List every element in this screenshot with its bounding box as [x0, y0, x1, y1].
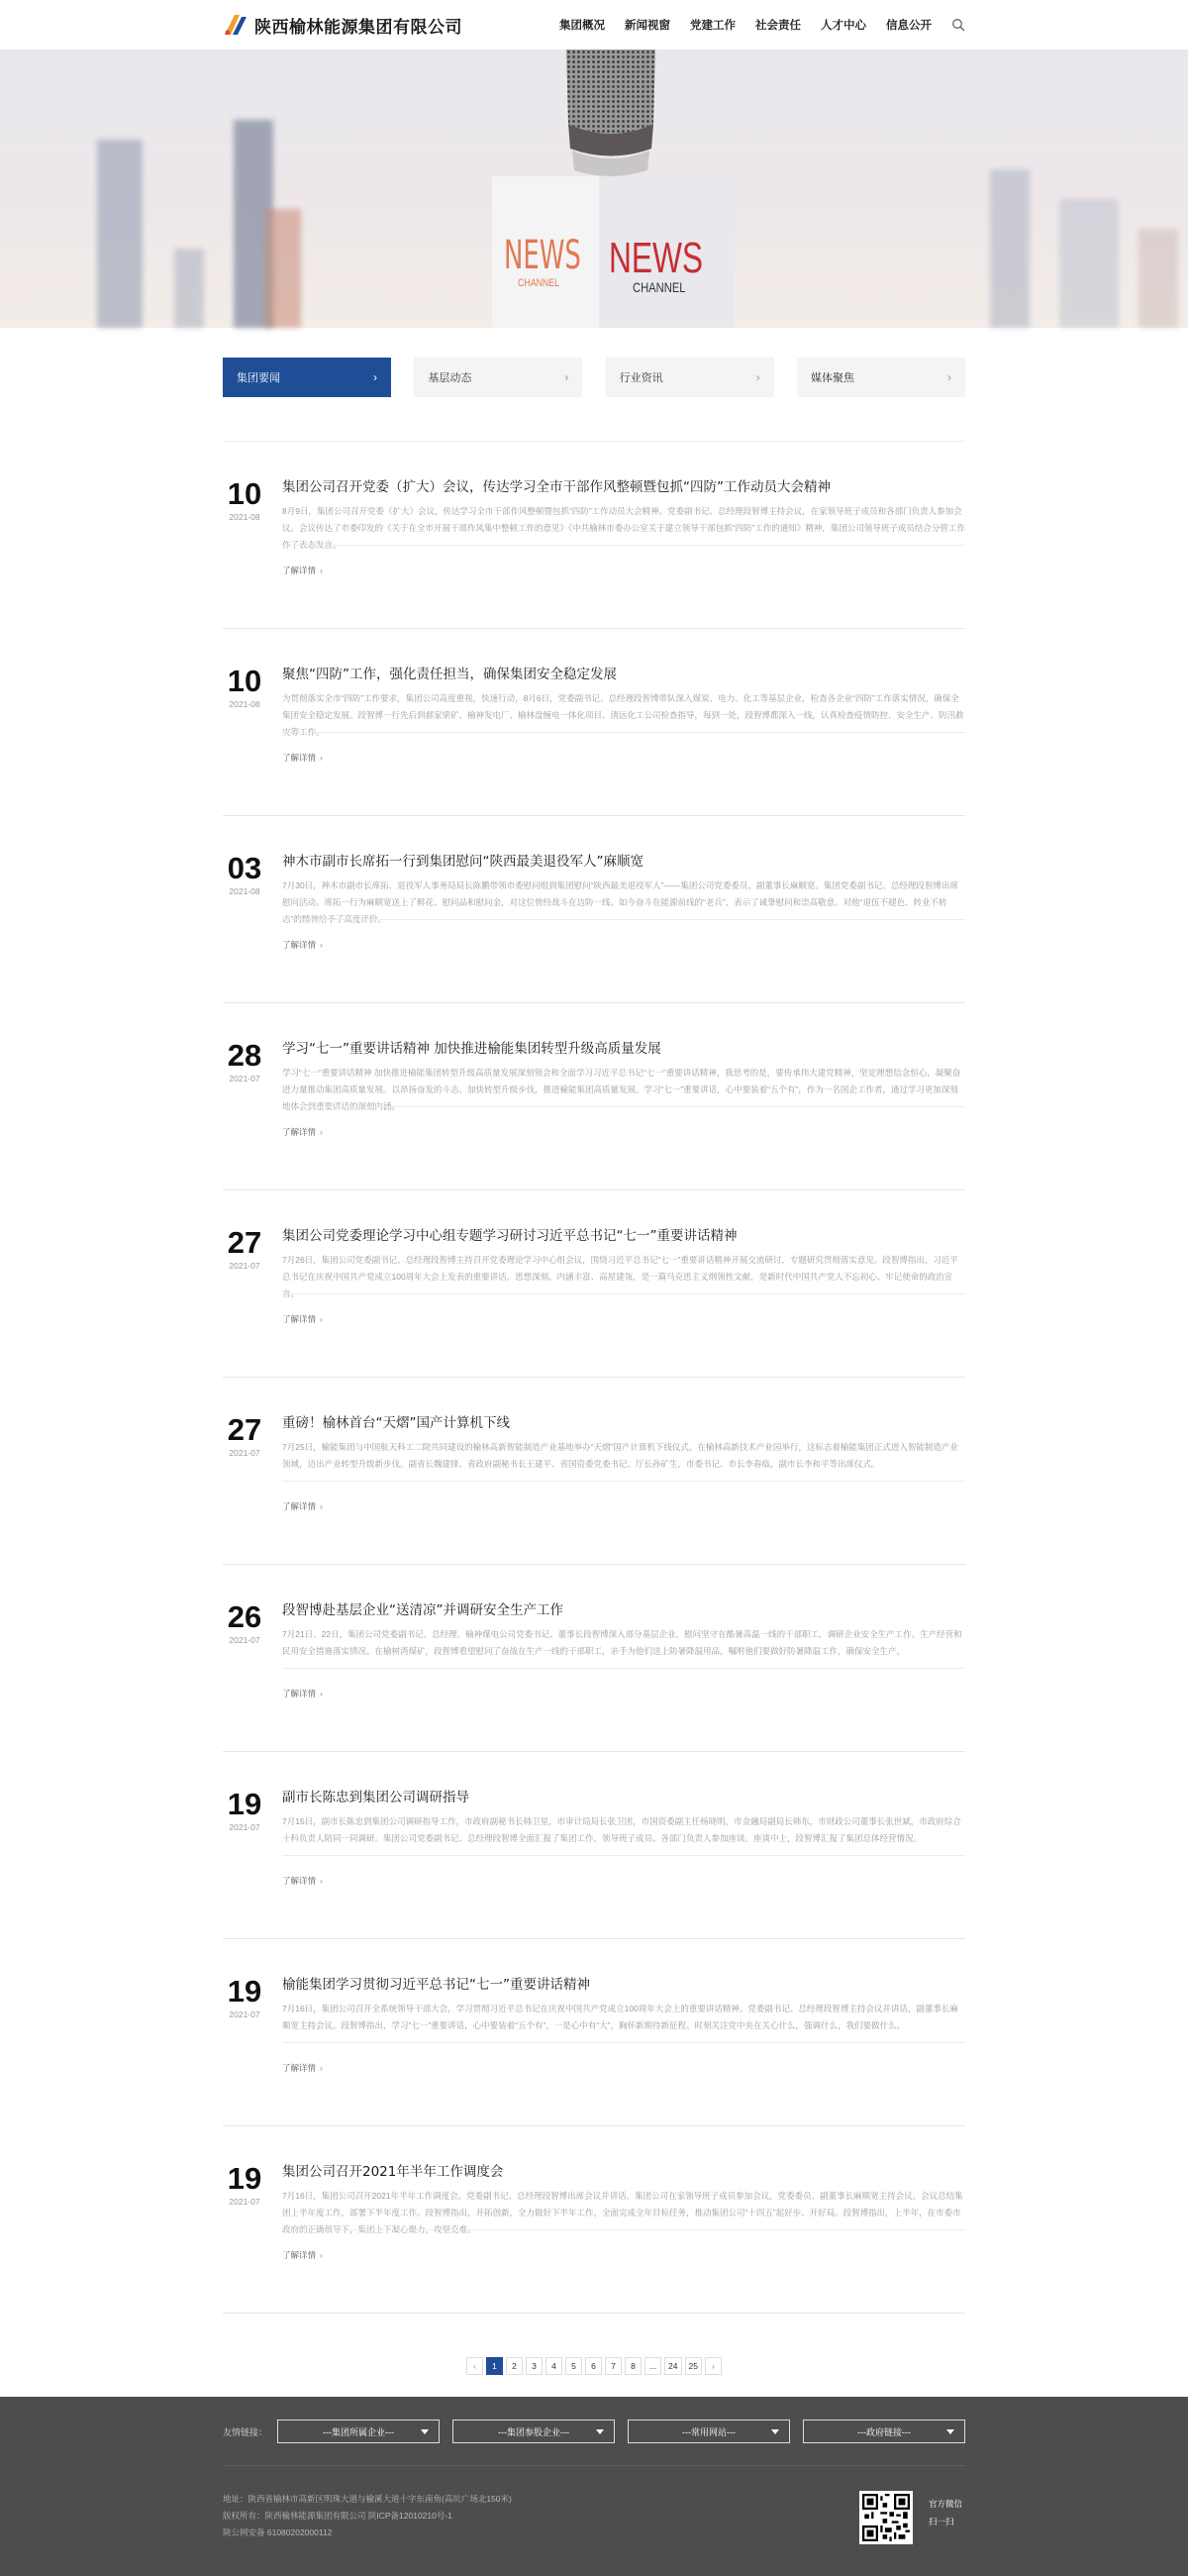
banner-building: [97, 140, 143, 328]
read-more-label: 了解详情: [282, 566, 317, 575]
read-more-label: 了解详情: [282, 940, 317, 950]
news-summary: 8月9日，集团公司召开党委（扩大）会议，传达学习全市干部作风整顿暨包抓“四防”工作动员大会精神。党委副书记、总经理段智博主持会议，在家领导班子成员和各部门负责人参加会议。会议传达了市委印发的《关于在全市开展干部作风集中整顿工作的意见》《中共榆林市委办公室关于建立领导干部包抓“四防”工作的通知》精神，集团公司领导班子成员结合分管工作作了表态发言。: [282, 506, 965, 550]
logo-text: 陕西榆林能源集团有限公司: [254, 17, 462, 38]
nav-item-about[interactable]: 集团概况: [559, 18, 605, 32]
nav-item-disclosure[interactable]: 信息公开: [886, 18, 932, 32]
list-item: [223, 816, 965, 1003]
news-list: [223, 442, 965, 2314]
news-date: [223, 1412, 266, 1458]
footer-info: [223, 2491, 512, 2541]
logo[interactable]: [223, 13, 462, 38]
news-channel-cube: [492, 176, 735, 328]
news-summary: 7月26日，集团公司党委副书记、总经理段智博主持召开党委理论学习中心组会议，围绕习近平总书记“七一”重要讲话精神开展交流研讨，专题研究贯彻落实意见。段智博指出，习近平总书记在庆祝中国共产党成立100周年大会上发表的重要讲话，思想深刻、内涵丰富、高屋建瓴，是一篇马克思主义纲领性文献，是新时代中国共产党人不忘初心、牢记使命的政治宣言。: [282, 1255, 958, 1298]
chevron-right-icon: ›: [564, 370, 569, 384]
page-button-7[interactable]: 7: [605, 2357, 622, 2375]
read-more-link[interactable]: [282, 1875, 323, 1887]
select-subsidiaries[interactable]: [277, 2420, 440, 2443]
nav-item-responsibility[interactable]: 社会责任: [755, 18, 801, 32]
qr-caption-line1: 官方微信: [929, 2499, 963, 2509]
nav-item-talent[interactable]: 人才中心: [821, 18, 866, 32]
next-page-button[interactable]: ›: [705, 2357, 722, 2375]
footer-copyright: 版权所有：陕西榆林能源集团有限公司 陕ICP备12010210号-1: [223, 2511, 452, 2521]
news-date: [223, 476, 266, 522]
caret-down-icon: [771, 2429, 779, 2434]
page-button-5[interactable]: 5: [565, 2357, 582, 2375]
news-summary: 为贯彻落实全市“四防”工作要求，集团公司高度重视，快速行动，8月6日，党委副书记、总经理段智博带队深入煤炭、电力、化工等基层企业，检查各企业“四防”工作落实情况，确保全集团安全稳定发展。段智博一行先后到郝家梁矿、榆神发电厂、榆林盘缠电一体化项目、清远化工公司检查指导，每到一处，段智博都深入一线，认真检查疫情防控、安全生产、防汛救灾等工作。: [282, 693, 964, 737]
select-label: ---常用网站---: [682, 2426, 736, 2437]
news-date: [223, 1038, 266, 1083]
select-government[interactable]: [803, 2420, 965, 2443]
news-day: 03: [227, 851, 262, 885]
news-category-tabs: [223, 358, 965, 397]
read-more-link[interactable]: [282, 2249, 323, 2261]
news-year-month: 2021-07: [229, 1635, 260, 1645]
item-divider: [282, 1293, 965, 1294]
tab-label: 行业资讯: [619, 372, 663, 384]
read-more-link[interactable]: [282, 1688, 323, 1700]
caret-down-icon: [946, 2429, 954, 2434]
item-divider: [282, 545, 965, 546]
pagination: [0, 2357, 1188, 2375]
item-divider: [282, 919, 965, 920]
banner-building: [174, 249, 204, 328]
item-divider: [282, 1481, 965, 1482]
footer-divider: [223, 2465, 965, 2466]
news-summary: 学习“七一”重要讲话精神 加快推进榆能集团转型升级高质量发展深刻领会和全面学习习近平总书记“七一”重要讲话精神，我思考的是，要传承伟大建党精神，坚定理想信念恒心，凝聚奋进力量推动集团高质量发展。以昂扬奋发的斗志、加快转型升级步伐，推进榆能集团高质量发展。学习“七一”重要讲话，心中要装着“五个有”，作为一名国企工作者，通过学习更加深刻地体会到重要讲话的深刻内涵。: [282, 1068, 961, 1111]
chevron-right-icon: ›: [320, 753, 323, 763]
read-more-label: 了解详情: [282, 753, 317, 763]
page-button-3[interactable]: 3: [526, 2357, 543, 2375]
news-date: [223, 1974, 266, 2019]
qr-caption: [929, 2495, 962, 2530]
news-day: 19: [227, 2161, 262, 2196]
news-summary: 7月16日，集团公司召开2021年半年工作调度会。党委副书记、总经理段智博出席会议并讲话，集团公司在家领导班子成员参加会议，党委委员、副董事长麻顺宽主持会议。会议总结集团上半年度工作，部署下半年度工作。段智博指出，开拓创新，全力做好下半年工作，全面完成全年目标任务，推动集团公司“十四五”起好步、开好局。段智博指出，上半年，在市委市政府的正确领导下，集团上下凝心聚力，攻坚克难。: [282, 2191, 963, 2234]
read-more-link[interactable]: [282, 1126, 323, 1138]
read-more-label: 了解详情: [282, 1689, 317, 1699]
news-summary: 7月15日，副市长陈忠到集团公司调研指导工作，市政府副秘书长韩卫星，市审计局局长张卫团，市国资委副主任杨晓明，市金融局副局长韩东，市财政公司董事长张世斌，市政府综合十科负责人陪同一同调研。集团公司党委副书记、总经理段智博全面汇报了集团工作，领导班子成员、各部门负责人参加座谈。座谈中上，段智博汇报了集团总体经营情况。: [282, 1816, 961, 1843]
news-year-month: 2021-07: [229, 1074, 260, 1083]
list-item: [223, 1378, 965, 1565]
read-more-link[interactable]: [282, 2062, 323, 2074]
news-title[interactable]: 神木市副市长席拓一行到集团慰问“陕西最美退役军人”麻顺宽: [282, 854, 644, 870]
read-more-label: 了解详情: [282, 1876, 317, 1886]
news-year-month: 2021-08: [229, 886, 260, 896]
news-day: 26: [227, 1599, 262, 1634]
nav-item-news[interactable]: 新闻视窗: [625, 18, 670, 32]
tab-label: 基层动态: [428, 372, 472, 384]
friend-links-label: 友情链接：: [223, 2426, 268, 2437]
read-more-link[interactable]: [282, 752, 323, 764]
select-label: ---集团参股企业---: [498, 2426, 569, 2437]
news-day: 27: [227, 1412, 262, 1447]
list-item: [223, 1752, 965, 1939]
banner-building: [990, 169, 1030, 328]
news-year-month: 2021-08: [229, 512, 260, 522]
chevron-right-icon: ›: [320, 566, 323, 575]
footer-police-record: 陕公网安备 61080202000112: [223, 2527, 333, 2537]
news-year-month: 2021-07: [229, 1261, 260, 1271]
caret-down-icon: [421, 2429, 429, 2434]
chevron-right-icon: ›: [320, 1876, 323, 1886]
news-year-month: 2021-08: [229, 699, 260, 709]
page-button-24[interactable]: 24: [664, 2357, 681, 2375]
banner-building: [1138, 229, 1178, 328]
news-day: 19: [227, 1787, 262, 1821]
item-divider: [282, 2042, 965, 2043]
news-title[interactable]: 集团公司召开党委（扩大）会议，传达学习全市干部作风整顿暨包抓“四防”工作动员大会精神: [282, 479, 831, 495]
logo-mark-icon: [223, 13, 248, 37]
news-date: [223, 1225, 266, 1271]
news-summary: 7月30日，神木市副市长席拓、退役军人事务局局长陈鹏带领市委慰问组到集团慰问“陕西最美退役军人”——集团公司党委委员、副董事长麻顺宽。集团党委副书记、总经理段智博出席慰问活动。席拓一行为麻顺宽送上了鲜花、慰问品和慰问金，对这位曾经战斗在边防一线、如今奋斗在能源前线的“老兵”，表示了诚挚慰问和崇高敬意。对他“退伍不褪色、转业不转志”的精神给予了高度评价。: [282, 880, 958, 924]
chevron-right-icon: ›: [946, 370, 951, 384]
page-button-8[interactable]: 8: [625, 2357, 642, 2375]
news-day: 10: [227, 664, 262, 698]
search-icon[interactable]: [951, 18, 965, 32]
tab-industry[interactable]: [606, 358, 774, 397]
item-divider: [282, 732, 965, 733]
item-divider: [282, 1668, 965, 1669]
news-summary: 7月21日、22日，集团公司党委副书记、总经理、榆神煤电公司党委书记、董事长段智博深入部分基层企业，慰问坚守在酷暑高温一线的干部职工，调研企业安全生产工作。生产经营和民用安全措施落实情况。在榆树湾煤矿，段智博看望慰问了奋战在生产一线的干部职工，亲手为他们送上防暑降温用品，嘱咐他们要做好防暑降温工作，确保安全生产。: [282, 1629, 962, 1656]
cube-left-channel: CHANNEL: [518, 277, 560, 289]
qr-code-icon: [862, 2494, 910, 2541]
news-title[interactable]: 学习“七一”重要讲话精神 加快推进榆能集团转型升级高质量发展: [282, 1041, 661, 1057]
news-title[interactable]: 集团公司召开2021年半年工作调度会: [282, 2164, 504, 2180]
site-footer: [0, 2397, 1188, 2576]
list-item: [223, 442, 965, 629]
page-button-4[interactable]: 4: [545, 2357, 562, 2375]
chevron-right-icon: ›: [320, 2063, 323, 2073]
friend-links: [223, 2420, 965, 2443]
cube-right-channel: CHANNEL: [633, 279, 686, 295]
tab-group-news[interactable]: [223, 358, 391, 397]
news-summary: 7月25日，榆能集团与中国航天科工二院共同建设的榆林高新智能制造产业基地举办“天熠”国产计算机下线仪式。在榆林高新技术产业园举行，这标志着榆能集团正式进入智能制造产业领域，迈出产业转型升级新步伐。副省长魏建锋、省政府副秘书长王建平、省国资委党委书记、厅长孙矿生，市委书记、市长李春临，副市长李和平等出席仪式。: [282, 1442, 958, 1469]
site-header: [0, 0, 1188, 50]
read-more-label: 了解详情: [282, 1501, 317, 1511]
read-more-link[interactable]: [282, 1313, 323, 1325]
news-day: 28: [227, 1038, 262, 1073]
nav-item-party[interactable]: 党建工作: [690, 18, 736, 32]
item-divider: [282, 1106, 965, 1107]
select-holdings[interactable]: [452, 2420, 615, 2443]
chevron-right-icon: ›: [320, 1689, 323, 1699]
footer-address: 地址：陕西省榆林市高新区明珠大道与榆溪大道十字东南角(高坑广场北150米): [223, 2494, 512, 2504]
news-date: [223, 1787, 266, 1832]
read-more-label: 了解详情: [282, 1314, 317, 1324]
list-item: [223, 1939, 965, 2126]
chevron-right-icon: ›: [320, 2250, 323, 2260]
tab-label: 集团要闻: [237, 372, 280, 384]
news-title[interactable]: 聚焦“四防”工作，强化责任担当，确保集团安全稳定发展: [282, 667, 617, 682]
select-label: ---政府链接---: [857, 2426, 911, 2437]
qr-caption-line2: 扫一扫: [929, 2517, 954, 2526]
cube-right-news: NEWS: [609, 234, 704, 282]
news-date: [223, 664, 266, 709]
page-button-2[interactable]: 2: [506, 2357, 523, 2375]
news-title[interactable]: 副市长陈忠到集团公司调研指导: [282, 1790, 469, 1805]
page-ellipsis: ...: [644, 2357, 661, 2375]
main-nav: [559, 17, 965, 33]
news-title[interactable]: 重磅！榆林首台“天熠”国产计算机下线: [282, 1415, 510, 1431]
chevron-right-icon: ›: [320, 940, 323, 950]
banner-building: [1059, 199, 1119, 328]
news-summary: 7月16日，集团公司召开全系统领导干部大会，学习贯彻习近平总书记在庆祝中国共产党成立100周年大会上的重要讲话精神。党委副书记、总经理段智博主持会议并讲话，副董事长麻顺宽主持会议。段智博指出，学习“七一”重要讲话，心中要装着“五个有”，一是心中有“大”，胸怀新期待新征程。时刻关注党中央在关心什么，强调什么，我们要做什么。: [282, 2004, 958, 2030]
news-title[interactable]: 段智博赴基层企业“送清凉”并调研安全生产工作: [282, 1602, 563, 1618]
microphone-icon: [556, 50, 665, 178]
chevron-right-icon: ›: [320, 1127, 323, 1137]
news-year-month: 2021-07: [229, 2197, 260, 2207]
news-day: 10: [227, 476, 262, 511]
chevron-right-icon: ›: [320, 1314, 323, 1324]
list-item: [223, 629, 965, 816]
prev-page-button[interactable]: ‹: [466, 2357, 483, 2375]
news-title[interactable]: 榆能集团学习贯彻习近平总书记“七一”重要讲话精神: [282, 1977, 590, 1993]
wechat-qr-code: [859, 2491, 913, 2544]
news-day: 19: [227, 1974, 262, 2009]
news-date: [223, 851, 266, 896]
news-day: 27: [227, 1225, 262, 1260]
read-more-label: 了解详情: [282, 2063, 317, 2073]
chevron-right-icon: ›: [373, 370, 377, 384]
item-divider: [282, 1855, 965, 1856]
read-more-label: 了解详情: [282, 2250, 317, 2260]
cube-left-news: NEWS: [504, 233, 581, 278]
select-common-sites[interactable]: [628, 2420, 790, 2443]
tab-media[interactable]: [797, 358, 965, 397]
read-more-link[interactable]: [282, 1500, 323, 1512]
news-year-month: 2021-07: [229, 1822, 260, 1832]
news-title[interactable]: 集团公司党委理论学习中心组专题学习研讨习近平总书记“七一”重要讲话精神: [282, 1228, 738, 1244]
read-more-link[interactable]: [282, 565, 323, 576]
news-date: [223, 1599, 266, 1645]
page-button-6[interactable]: 6: [585, 2357, 602, 2375]
news-date: [223, 2161, 266, 2207]
chevron-right-icon: ›: [755, 370, 760, 384]
news-banner: [0, 50, 1188, 328]
page-button-1[interactable]: 1: [486, 2357, 503, 2375]
news-year-month: 2021-07: [229, 2009, 260, 2019]
select-label: ---集团所属企业---: [323, 2426, 394, 2437]
list-item: [223, 1565, 965, 1752]
banner-building: [265, 209, 301, 328]
caret-down-icon: [596, 2429, 604, 2434]
list-item: [223, 2126, 965, 2314]
list-item: [223, 1190, 965, 1378]
item-divider: [282, 2229, 965, 2230]
page-button-25[interactable]: 25: [685, 2357, 702, 2375]
tab-label: 媒体聚焦: [810, 372, 854, 384]
read-more-link[interactable]: [282, 939, 323, 951]
list-item: [223, 1003, 965, 1190]
read-more-label: 了解详情: [282, 1127, 317, 1137]
tab-grassroots[interactable]: [414, 358, 582, 397]
chevron-right-icon: ›: [320, 1501, 323, 1511]
news-year-month: 2021-07: [229, 1448, 260, 1458]
